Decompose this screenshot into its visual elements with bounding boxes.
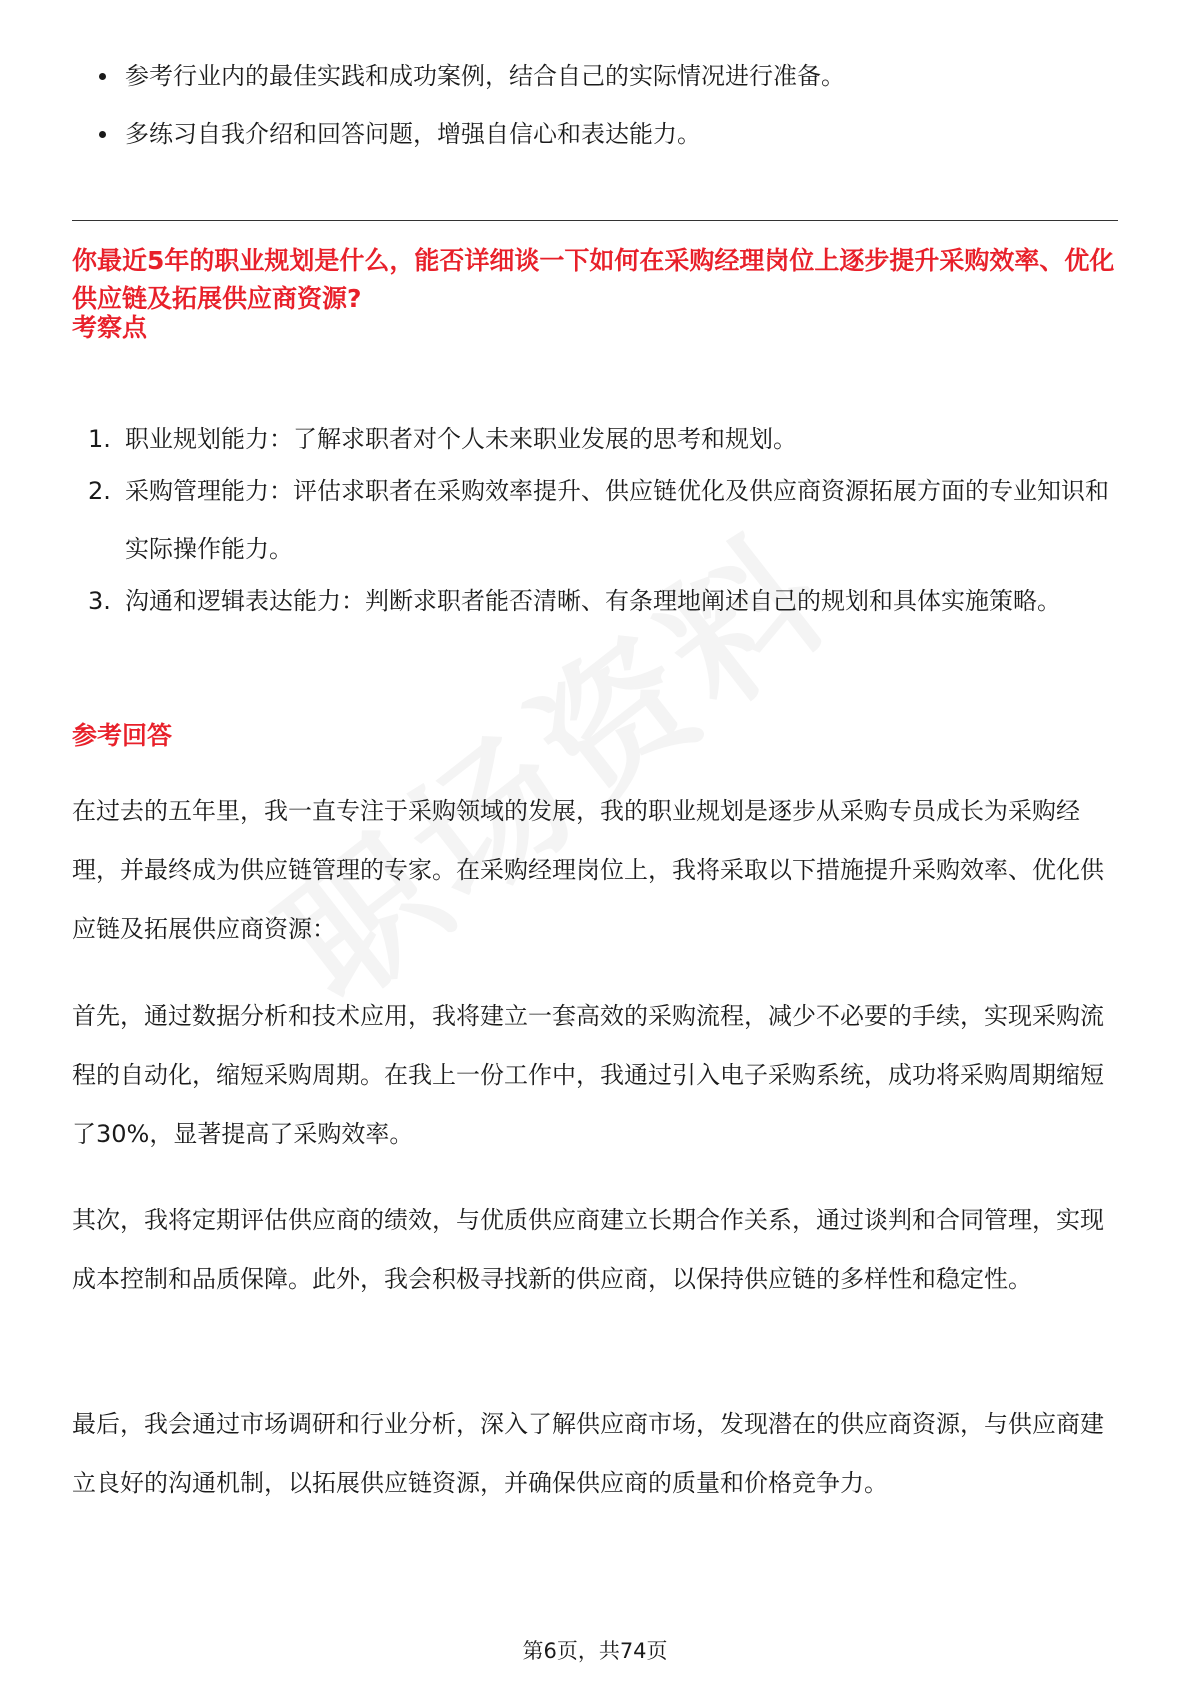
bullet-item: 参考行业内的最佳实践和成功案例，结合自己的实际情况进行准备。 [95, 58, 1135, 94]
answer-paragraph: 其次，我将定期评估供应商的绩效，与优质供应商建立长期合作关系，通过谈判和合同管理，实现成本控制和品质保障。此外，我会积极寻找新的供应商，以保持供应链的多样性和稳定性。 [72, 1206, 1104, 1293]
answer-paragraph: 首先，通过数据分析和技术应用，我将建立一套高效的采购流程，减少不必要的手续，实现采购流程的自动化，缩短采购周期。在我上一份工作中，我通过引入电子采购系统，成功将采购周期缩短了30%，显著提高了采购效率。 [72, 1002, 1104, 1148]
page-footer: 第6页，共74页 [522, 1639, 668, 1663]
section-title-points: 考察点 [72, 313, 148, 342]
divider [72, 220, 1118, 221]
point-text: 沟通和逻辑表达能力：判断求职者能否清晰、有条理地阐述自己的规划和具体实施策略。 [125, 587, 1061, 615]
point-item [80, 410, 1120, 468]
point-item [80, 572, 1120, 630]
point-number: 3. [88, 587, 111, 615]
point-text: 职业规划能力：了解求职者对个人未来职业发展的思考和规划。 [125, 425, 797, 453]
answer-paragraph: 最后，我会通过市场调研和行业分析，深入了解供应商市场，发现潜在的供应商资源，与供应商建立良好的沟通机制，以拓展供应链资源，并确保供应商的质量和价格竞争力。 [72, 1410, 1104, 1497]
point-text: 采购管理能力：评估求职者在采购效率提升、供应链优化及供应商资源拓展方面的专业知识和实际操作能力。 [125, 477, 1109, 563]
section-title-answer: 参考回答 [72, 721, 173, 750]
bullet-item: 多练习自我介绍和回答问题，增强自信心和表达能力。 [95, 116, 1135, 152]
point-number: 1. [88, 425, 111, 453]
points-list [80, 410, 1120, 630]
point-number: 2. [88, 477, 111, 505]
answer-paragraph: 在过去的五年里，我一直专注于采购领域的发展，我的职业规划是逐步从采购专员成长为采购经理，并最终成为供应链管理的专家。在采购经理岗位上，我将采取以下措施提升采购效率、优化供应链及拓展供应商资源： [72, 797, 1104, 943]
point-item [80, 462, 1120, 578]
bullet-list [95, 58, 1135, 174]
question-heading: 你最近5年的职业规划是什么，能否详细谈一下如何在采购经理岗位上逐步提升采购效率、优化供应链及拓展供应商资源? [72, 246, 1115, 313]
